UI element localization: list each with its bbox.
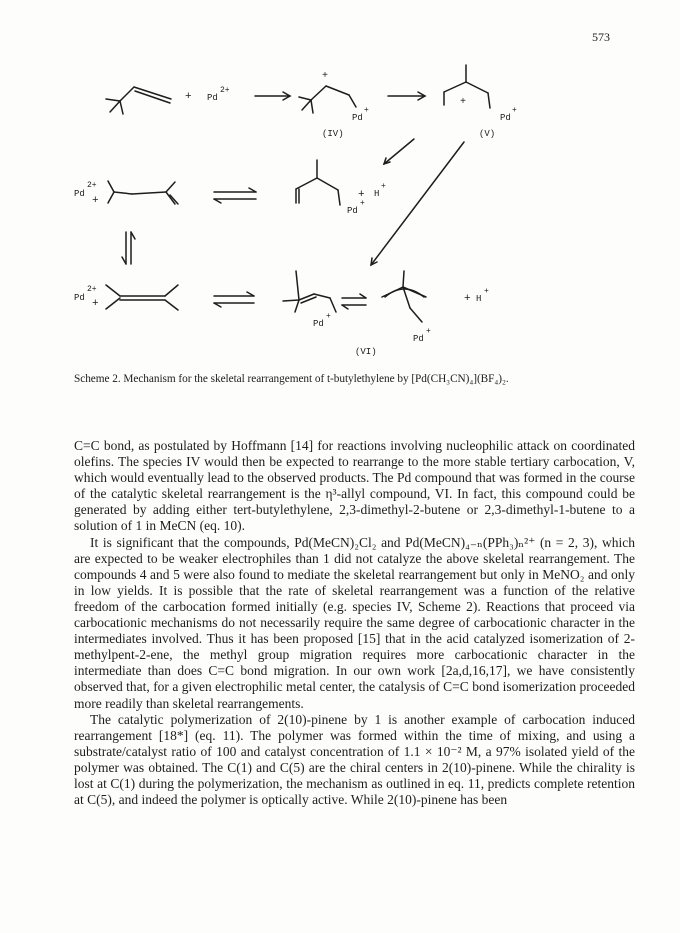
pd-label: Pd [74,293,85,303]
h-plus-label: H [374,189,380,199]
h-plus-label: H [476,294,482,304]
charge-superscript: + [364,106,369,115]
plus-sign: + [185,91,192,103]
dimethylbutene-2-structure [106,285,178,310]
dimethylbutene-1-structure [108,181,178,204]
pd-alkene-complex-structure [283,271,336,312]
charge-superscript: + [512,106,517,115]
charge-superscript: 2+ [87,181,97,190]
charge-superscript: + [326,312,331,321]
scheme-caption: Scheme 2. Mechanism for the skeletal rearrangement of t-butylethylene by [Pd(CH₃CN)₄](BF₄)₂. [74,373,509,385]
equilibrium-arrows [214,188,256,203]
pd-label: Pd [413,334,424,344]
paragraph: C=C bond, as postulated by Hoffmann [14] for reactions involving nucleophilic attack on coordinated olefins. The species IV would then be expected to rearrange to the more stable tertiary carbocation, V, which would eventually lead to the observed products. The Pd compound that was formed in the course of the catalytic skeletal rearrangement is the η³-allyl compound, VI. In fact, this compound could be generated by adding either tert-butylethylene, 2,3-dimethyl-2-butene or 2,3-dimethyl-1-butene to a solution of 1 in MeCN (eq. 10). [74,438,635,534]
eta3-allyl-complex-structure [382,271,426,322]
compound-label-v: (V) [479,129,496,139]
compound-label-vi: (VI) [355,347,377,357]
pd-label: Pd [352,113,363,123]
charge-superscript: + [426,327,431,336]
charge-superscript: + [322,71,329,82]
plus-sign: + [464,293,471,305]
reaction-scheme [0,0,680,370]
plus-sign: + [92,298,99,310]
charge-superscript: + [360,199,365,208]
pd-label: Pd [500,113,511,123]
plus-sign: + [358,189,365,201]
carbocation-iv-structure [299,86,356,113]
pd-label: Pd [207,93,218,103]
charge-superscript: + [460,97,467,108]
page-number: 573 [592,30,610,44]
t-butylethylene-structure [106,87,171,114]
reaction-arrow [384,139,414,164]
body-text [74,438,635,808]
carbocation-v-structure [444,65,490,108]
equilibrium-arrows [342,294,366,309]
charge-superscript: 2+ [87,285,97,294]
plus-sign: + [92,195,99,207]
pd-label: Pd [74,189,85,199]
pd-label: Pd [347,206,358,216]
paragraph: The catalytic polymerization of 2(10)-pinene by 1 is another example of carbocation induced rearrangement [18*] (eq. 11). The polymer was formed within the time of mixing, and using a substrate/catalyst ratio of 100 and catalyst concentration of 1.1 × 10⁻² M, a 97% isolated yield of the polymer was obtained. The C(1) and C(5) are the chiral centers in 2(10)-pinene. While the chirality is lost at C(1) during the polymerization, the mechanism as outlined in eq. 11, predicts complete retention at C(5), and indeed the polymer is optically active. While 2(10)-pinene has been [74,711,635,808]
charge-superscript: + [484,287,489,296]
charge-superscript: + [381,182,386,191]
pd-label: Pd [313,319,324,329]
charge-superscript: 2+ [220,86,230,95]
paragraph: It is significant that the compounds, Pd(MeCN)₂Cl₂ and Pd(MeCN)₄₋ₙ(PPh₃)ₙ²⁺ (n = 2, 3), which are expected to be weaker electrophiles than 1 did not catalyze the above skeletal rearrangement. The compounds 4 and 5 were also found to mediate the skeletal rearrangement but only in MeNO₂ and only in low yields. It is possible that the rate of skeletal rearrangement was a function of the relative freedom of the carbocation formed initially (e.g. species IV, Scheme 2). Reactions that proceed via carbocationic mechanisms do not necessarily require the same degree of carbocationic character in the intermediates involved. Thus it has been proposed [15] that in the acid catalyzed isomerization of 2-methylpent-2-ene, the methyl group migration requires more carbocationic character in the intermediate than does C=C bond migration. In our own work [2a,d,16,17], we have consistently observed that, for a given electrophilic metal center, the catalysis of C=C bond isomerization proceeded more readily than skeletal rearrangements. [74,534,635,711]
equilibrium-arrows [214,292,254,307]
compound-label-iv: (IV) [322,129,344,139]
carbocation-structure [296,160,340,205]
vertical-equilibrium-arrows [122,232,135,264]
